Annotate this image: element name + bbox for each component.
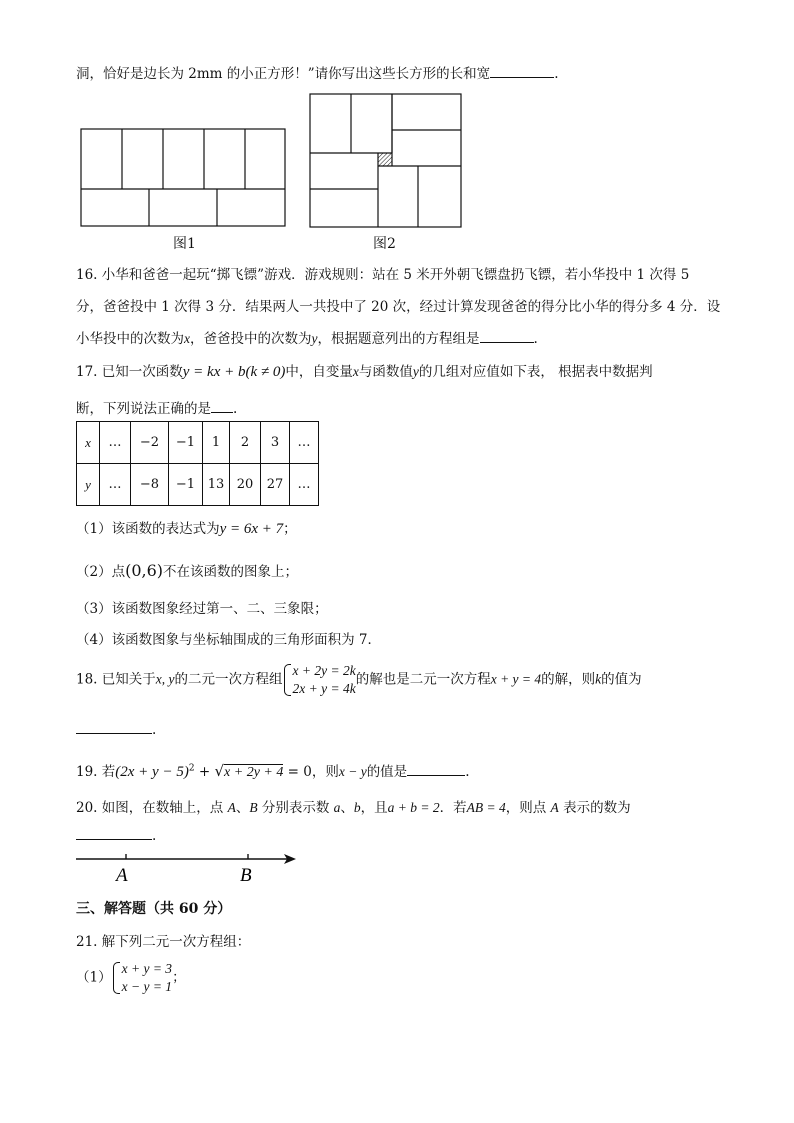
table-cell: … — [290, 422, 319, 464]
table-cell: 20 — [230, 464, 261, 506]
figure-2 — [308, 92, 464, 230]
q17-option-3: （3）该函数图象经过第一、二、三象限； — [76, 601, 328, 617]
table-cell: … — [100, 422, 131, 464]
q15-tail: 洞，恰好是边长为 2mm 的小正方形！”请你写出这些长方形的长和宽 . — [76, 66, 559, 82]
table-cell: −8 — [131, 464, 169, 506]
table-cell: 13 — [203, 464, 230, 506]
q16-line2: 分，爸爸投中 1 次得 3 分．结果两人一共投中了 20 次，经过计算发现爸爸的得分比小华的得分多 4 分．设 — [76, 299, 721, 315]
fig1-label: 图1 — [173, 236, 196, 252]
answer-blank — [407, 762, 465, 776]
number-line — [74, 848, 304, 888]
table-cell: … — [100, 464, 131, 506]
q18-line1: 18. 已知关于x, y的二元一次方程组 x + 2y = 2k 2x + y = 4k 的解也是二元一次方程x + y = 4的解，则k的值为 — [76, 663, 642, 696]
equation-system: x + 2y = 2k 2x + y = 4k — [283, 662, 356, 698]
answer-blank — [490, 64, 554, 78]
q17-option-2: （2）点(0,6)不在该函数的图象上； — [76, 561, 299, 580]
q18-line2: . — [76, 720, 156, 738]
answer-blank — [211, 399, 233, 413]
answer-blank — [76, 720, 152, 734]
table-cell: 1 — [203, 422, 230, 464]
table-cell: 27 — [261, 464, 290, 506]
table-cell: … — [290, 464, 319, 506]
values-table — [76, 421, 319, 506]
equation-system: x + y = 3 x − y = 1 — [112, 960, 172, 996]
q16-line1: 16. 小华和爸爸一起玩“掷飞镖”游戏．游戏规则：站在 5 米开外朝飞镖盘扔飞镖，若小华投中 1 次得 5 — [76, 267, 690, 283]
table-cell: y — [77, 464, 100, 506]
table-cell: 2 — [230, 422, 261, 464]
q21-part1: （1） x + y = 3 x − y = 1 ； — [76, 961, 186, 994]
axis-label-a: A — [116, 865, 128, 886]
section-title: 三、解答题（共 60 分） — [76, 901, 232, 917]
q16-line3: 小华投中的次数为x，爸爸投中的次数为y，根据题意列出的方程组是 . — [76, 331, 538, 347]
figure-1 — [80, 128, 290, 228]
q19-line: 19. 若$(2x + y - 5)^2 + √x + 2y + 4 = 0$，则x − y的值是 . — [76, 762, 470, 780]
table-cell: x — [77, 422, 100, 464]
q21-text: 21. 解下列二元一次方程组： — [76, 934, 251, 950]
table-cell: −2 — [131, 422, 169, 464]
table-row-x — [77, 422, 319, 464]
table-cell: 3 — [261, 422, 290, 464]
answer-blank — [76, 826, 152, 840]
table-row-y — [77, 464, 319, 506]
table-cell: −1 — [169, 422, 203, 464]
q17-option-4: （4）该函数图象与坐标轴围成的三角形面积为 7． — [76, 632, 381, 648]
answer-blank — [480, 329, 534, 343]
q17-line2: 断，下列说法正确的是 . — [76, 401, 238, 417]
q20-line2: . — [76, 826, 156, 844]
fig2-label: 图2 — [373, 236, 396, 252]
q17-line1: 17. 已知一次函数y = kx + b(k ≠ 0)中，自变量x与函数值y的几组对应值如下表， 根据表中数据判 — [76, 364, 653, 380]
axis-label-b: B — [240, 865, 252, 886]
q20-line1: 20. 如图，在数轴上，点 A、B 分别表示数 a、b，且a + b = 2．若AB = 4，则点 A 表示的数为 — [76, 800, 631, 816]
q17-option-1: （1）该函数的表达式为y = 6x + 7； — [76, 521, 297, 537]
table-cell: −1 — [169, 464, 203, 506]
